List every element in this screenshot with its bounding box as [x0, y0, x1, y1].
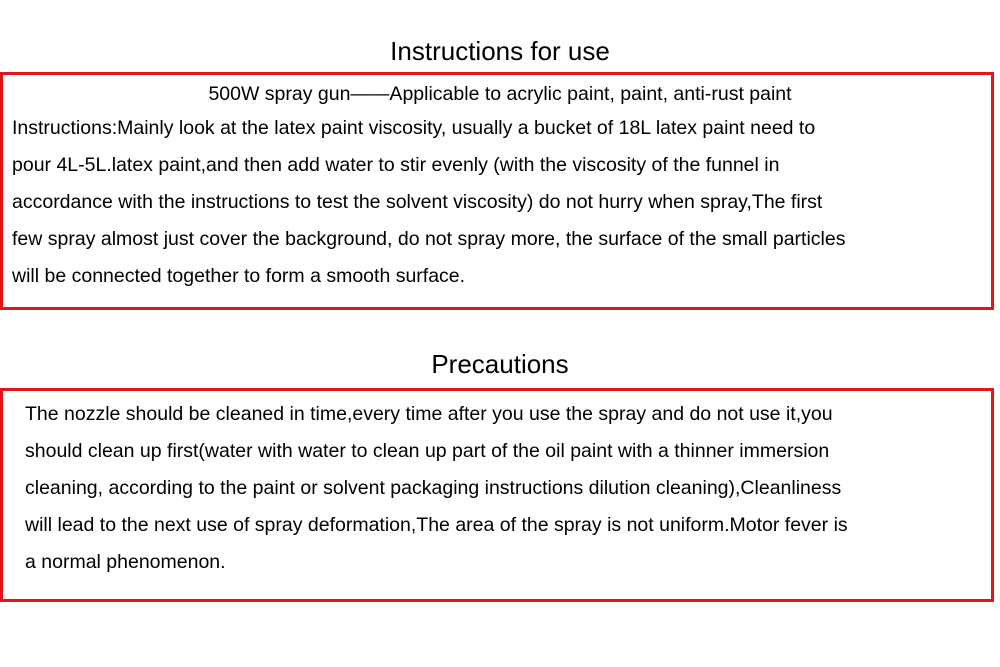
instructions-line-5: will be connected together to form a smooth surface. [12, 265, 466, 287]
precautions-line-4: will lead to the next use of spray deformation,The area of the spray is not uniform.Motor fever is [25, 514, 848, 536]
instructions-line-4: few spray almost just cover the background, do not spray more, the surface of the small particles [12, 228, 846, 250]
instructions-box [0, 72, 994, 310]
precautions-title: Precautions [431, 349, 569, 379]
precautions-line-1: The nozzle should be cleaned in time,every time after you use the spray and do not use it,you [25, 403, 833, 425]
instructions-subtitle: 500W spray gun——Applicable to acrylic paint, paint, anti-rust paint [208, 83, 792, 105]
precautions-line-5: a normal phenomenon. [25, 551, 226, 573]
instructions-line-1: Instructions:Mainly look at the latex paint viscosity, usually a bucket of 18L latex paint need to [12, 117, 816, 139]
instructions-line-2: pour 4L-5L.latex paint,and then add water to stir evenly (with the viscosity of the funnel in [12, 154, 780, 176]
instructions-title: Instructions for use [390, 36, 610, 66]
instructions-line-3: accordance with the instructions to test the solvent viscosity) do not hurry when spray,The first [12, 191, 823, 213]
precautions-line-2: should clean up first(water with water to clean up part of the oil paint with a thinner immersion [25, 440, 830, 462]
precautions-line-3: cleaning, according to the paint or solvent packaging instructions dilution cleaning),Cleanliness [25, 477, 842, 499]
precautions-box [0, 388, 994, 602]
